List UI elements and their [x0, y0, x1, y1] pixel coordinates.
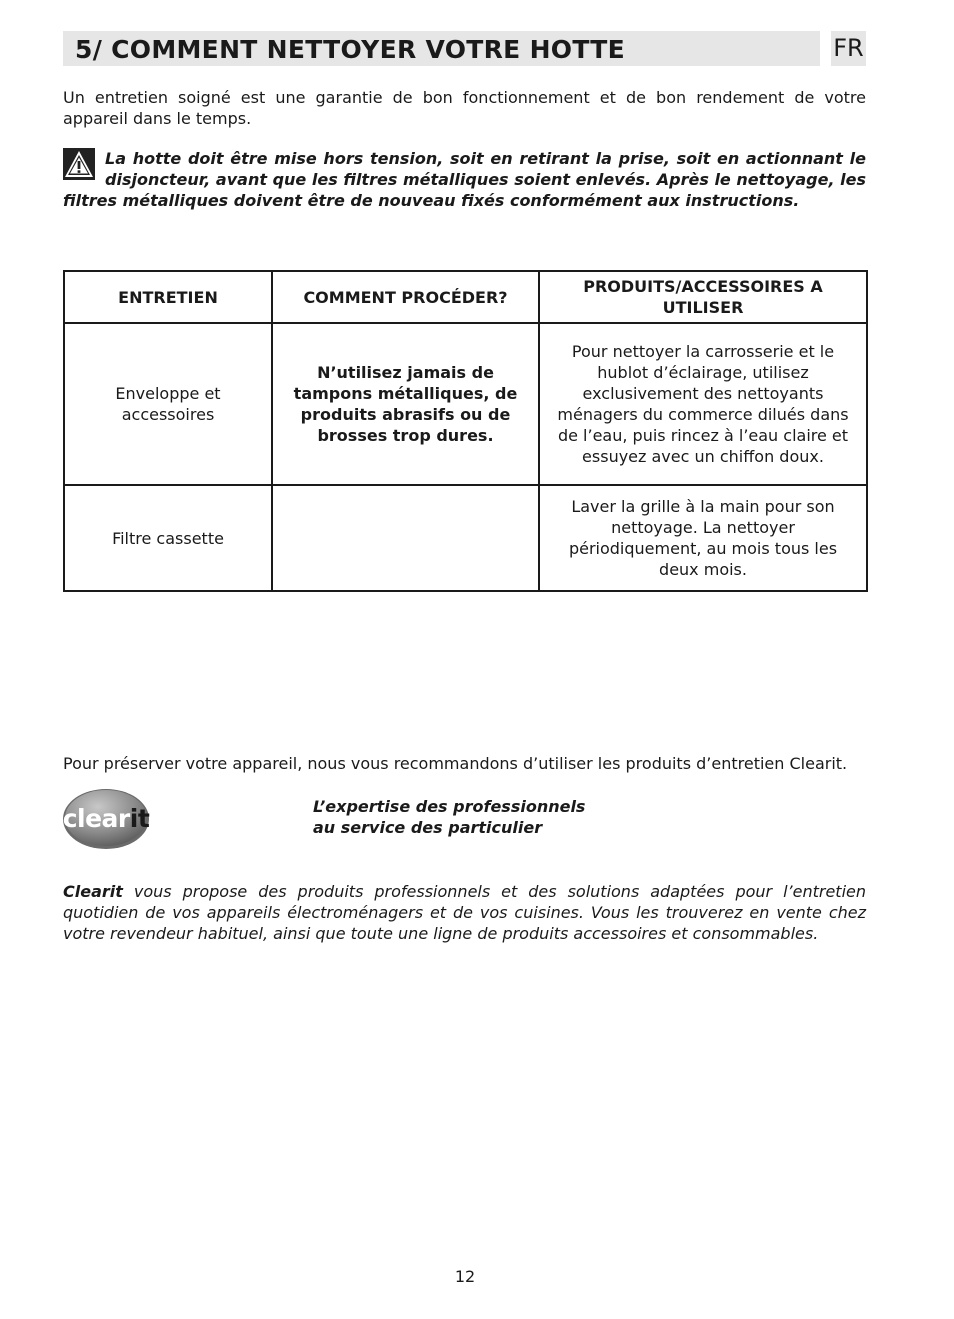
table-cell-method: N’utilisez jamais de tampons métalliques, de produits abrasifs ou de brosses trop dures. — [272, 323, 539, 485]
table-cell-item: Filtre cassette — [64, 485, 272, 591]
clearit-logo-text — [62, 788, 150, 850]
table-row — [64, 485, 867, 591]
column-header-products: PRODUITS/ACCESSOIRES A UTILISER — [539, 271, 867, 323]
clearit-logo — [62, 788, 150, 850]
intro-paragraph: Un entretien soigné est une garantie de bon fonctionnement et de bon rendement de votre appareil dans le temps. — [63, 88, 866, 128]
table-cell-method — [272, 485, 539, 591]
language-badge: FR — [831, 31, 866, 66]
column-header-method: COMMENT PROCÉDER? — [272, 271, 539, 323]
clearit-description — [63, 881, 866, 944]
table-cell-products: Laver la grille à la main pour son nettoyage. La nettoyer périodiquement, au mois tous les deux mois. — [539, 485, 867, 591]
warning-triangle-icon — [63, 148, 95, 180]
clearit-brand-name: Clearit — [63, 882, 123, 901]
table-cell-item: Enveloppe et accessoires — [64, 323, 272, 485]
table-row — [64, 323, 867, 485]
column-header-maintenance: ENTRETIEN — [64, 271, 272, 323]
slogan — [313, 796, 585, 838]
maintenance-table — [63, 270, 868, 592]
table-header-row — [64, 271, 867, 323]
warning-text: La hotte doit être mise hors tension, soit en retirant la prise, soit en actionnant le disjoncteur, avant que les filtres métalliques soient enlevés. Après le nettoyage, les filtres métalliques doivent être de nouveau fixés conformément aux instructions. — [63, 149, 866, 210]
page-title: 5/ COMMENT NETTOYER VOTRE HOTTE — [63, 31, 820, 66]
recommendation-text: Pour préserver votre appareil, nous vous recommandons d’utiliser les produits d’entretien Clearit. — [63, 754, 848, 773]
warning-notice — [63, 148, 866, 211]
logo-text-it: it — [129, 804, 150, 833]
table-cell-products: Pour nettoyer la carrosserie et le hublot d’éclairage, utilisez exclusivement des nettoyants ménagers du commerce dilués dans de l’eau, puis rincez à l’eau claire et essuyez avec un chiffon doux. — [539, 323, 867, 485]
page-number: 12 — [454, 1267, 476, 1286]
clearit-description-text: vous propose des produits professionnels et des solutions adaptées pour l’entretien quotidien de vos appareils électroménagers et de vos cuisines. Vous les trouverez en vente chez votre revendeur habituel, ainsi que toute une ligne de produits accessoires et consommables. — [63, 882, 866, 943]
logo-text-clear: clear — [62, 804, 130, 833]
slogan-line-1: L’expertise des professionnels — [313, 797, 586, 816]
slogan-line-2: au service des particulier — [313, 818, 543, 837]
